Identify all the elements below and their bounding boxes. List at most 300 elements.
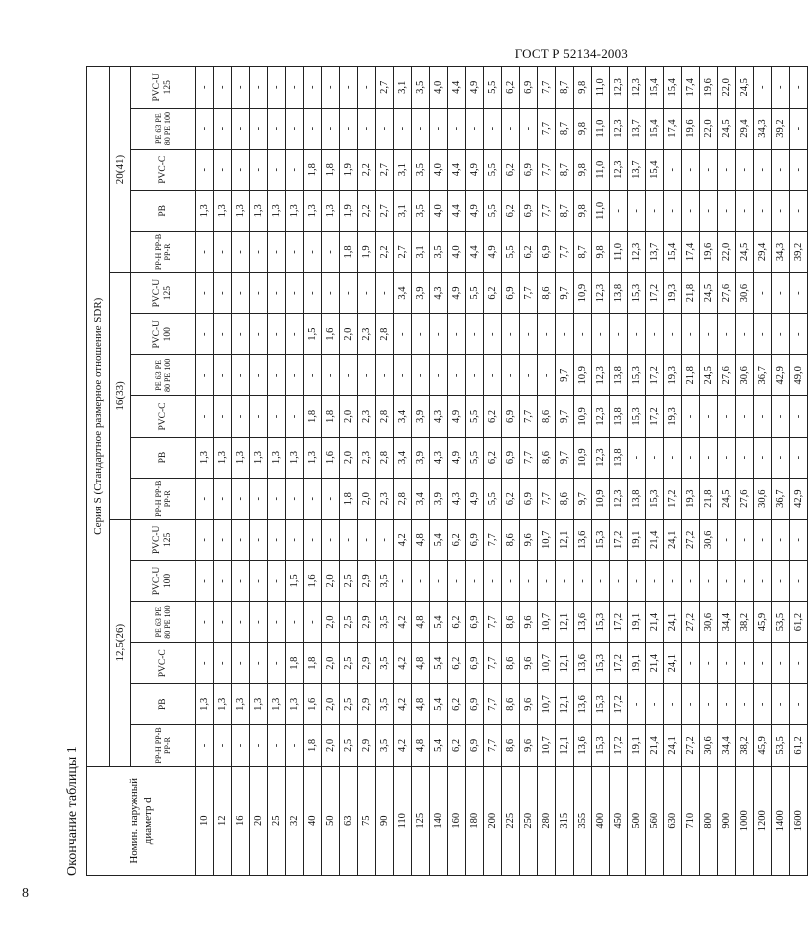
thickness-cell: 3,1 (394, 67, 412, 109)
thickness-cell: 7,7 (556, 231, 574, 272)
wall-thickness-table (86, 66, 808, 876)
thickness-cell: 7,7 (538, 108, 556, 149)
thickness-cell: 7,7 (520, 396, 538, 437)
thickness-cell: - (304, 355, 322, 396)
material-header: PVC-C (131, 643, 196, 684)
thickness-cell: - (412, 108, 430, 149)
material-header: PP-H PP-B PP-R (131, 725, 196, 766)
thickness-cell: - (268, 231, 286, 272)
thickness-cell: 15,3 (592, 725, 610, 766)
thickness-cell: - (250, 67, 268, 109)
thickness-cell: - (268, 67, 286, 109)
thickness-cell: 1,8 (304, 149, 322, 190)
thickness-cell: - (664, 437, 682, 478)
thickness-cell: - (520, 314, 538, 355)
thickness-cell: - (286, 478, 304, 519)
thickness-cell: 61,2 (790, 602, 808, 643)
thickness-cell: 3,5 (376, 643, 394, 684)
thickness-cell: 19,3 (682, 478, 700, 519)
table-row (754, 67, 772, 876)
thickness-cell: - (304, 478, 322, 519)
thickness-cell: 17,4 (664, 108, 682, 149)
thickness-cell: - (520, 560, 538, 601)
diameter-cell: 90 (376, 766, 394, 875)
material-header: PP-H PP-B PP-R (131, 231, 196, 272)
thickness-cell: 1,6 (322, 437, 340, 478)
thickness-cell: - (700, 190, 718, 231)
thickness-cell: 4,2 (394, 725, 412, 766)
thickness-cell: 19,1 (628, 725, 646, 766)
thickness-cell: 4,9 (466, 149, 484, 190)
thickness-cell: - (664, 149, 682, 190)
thickness-cell: 15,4 (646, 149, 664, 190)
thickness-cell: 4,3 (430, 437, 448, 478)
thickness-cell: 13,8 (610, 273, 628, 314)
thickness-cell: - (484, 560, 502, 601)
thickness-cell: 1,3 (304, 437, 322, 478)
thickness-cell: - (736, 190, 754, 231)
thickness-cell: 12,3 (592, 437, 610, 478)
thickness-cell: 22,0 (718, 231, 736, 272)
thickness-cell: - (304, 231, 322, 272)
thickness-cell: 9,8 (574, 149, 592, 190)
thickness-cell: 17,2 (610, 684, 628, 725)
thickness-cell: - (484, 314, 502, 355)
thickness-cell: 8,6 (502, 643, 520, 684)
group-header-3: 20(41) (110, 67, 131, 273)
thickness-cell: 4,8 (412, 643, 430, 684)
thickness-cell: - (268, 478, 286, 519)
thickness-cell: 6,2 (448, 684, 466, 725)
thickness-cell: 2,7 (376, 190, 394, 231)
thickness-cell: - (790, 108, 808, 149)
thickness-cell: - (466, 314, 484, 355)
thickness-cell: - (232, 602, 250, 643)
thickness-cell: 27,6 (718, 355, 736, 396)
thickness-cell: 39,2 (772, 108, 790, 149)
thickness-cell: 39,2 (790, 231, 808, 272)
thickness-cell: - (430, 560, 448, 601)
diameter-cell: 500 (628, 766, 646, 875)
diameter-cell: 140 (430, 766, 448, 875)
thickness-cell: 6,2 (448, 643, 466, 684)
thickness-cell: 8,7 (556, 149, 574, 190)
thickness-cell: - (250, 602, 268, 643)
thickness-cell: - (682, 396, 700, 437)
thickness-cell: - (358, 108, 376, 149)
thickness-cell: 7,7 (538, 67, 556, 109)
thickness-cell: 5,5 (484, 149, 502, 190)
thickness-cell: 27,2 (682, 602, 700, 643)
thickness-cell: 15,4 (664, 67, 682, 109)
thickness-cell: - (556, 560, 574, 601)
thickness-cell: 9,6 (520, 643, 538, 684)
thickness-cell: - (718, 149, 736, 190)
thickness-cell: 34,3 (754, 108, 772, 149)
table-row (610, 67, 628, 876)
thickness-cell: 21,8 (700, 478, 718, 519)
thickness-cell: - (736, 684, 754, 725)
thickness-cell: - (772, 273, 790, 314)
page-number: 8 (22, 886, 29, 901)
thickness-cell: - (286, 314, 304, 355)
thickness-cell: 49,0 (790, 355, 808, 396)
thickness-cell: 13,6 (574, 684, 592, 725)
thickness-cell: - (664, 684, 682, 725)
thickness-cell: - (736, 437, 754, 478)
thickness-cell: 24,5 (736, 67, 754, 109)
thickness-cell: 61,2 (790, 725, 808, 766)
thickness-cell: 24,5 (718, 108, 736, 149)
thickness-cell: 1,3 (304, 190, 322, 231)
thickness-cell: 30,6 (700, 725, 718, 766)
thickness-cell: 8,6 (502, 519, 520, 560)
thickness-cell: 29,4 (754, 231, 772, 272)
material-header: PVC-U 100 (131, 560, 196, 601)
thickness-cell: 17,4 (682, 231, 700, 272)
thickness-cell: - (394, 355, 412, 396)
thickness-cell: 1,3 (214, 190, 232, 231)
thickness-cell: 21,8 (682, 355, 700, 396)
diameter-cell: 25 (268, 766, 286, 875)
thickness-cell: 7,7 (538, 478, 556, 519)
thickness-cell: 4,3 (430, 273, 448, 314)
thickness-cell: 6,9 (520, 149, 538, 190)
thickness-cell: - (646, 190, 664, 231)
thickness-cell: 27,2 (682, 725, 700, 766)
thickness-cell: - (214, 273, 232, 314)
diameter-cell: 1000 (736, 766, 754, 875)
thickness-cell: 1,9 (340, 190, 358, 231)
thickness-cell: 9,7 (556, 437, 574, 478)
thickness-cell: 13,7 (628, 149, 646, 190)
thickness-cell: 2,2 (376, 231, 394, 272)
thickness-cell: 2,5 (340, 643, 358, 684)
thickness-cell: 4,0 (430, 149, 448, 190)
material-header: PB (131, 437, 196, 478)
thickness-cell: 38,2 (736, 602, 754, 643)
thickness-cell: - (736, 314, 754, 355)
thickness-cell: - (520, 108, 538, 149)
series-title: Серия S (Стандартное размерное отношение SDR) (87, 67, 110, 767)
thickness-cell: - (772, 149, 790, 190)
thickness-cell: - (412, 355, 430, 396)
thickness-cell: 27,6 (736, 478, 754, 519)
thickness-cell: - (250, 560, 268, 601)
thickness-cell: 12,3 (592, 396, 610, 437)
thickness-cell: - (196, 478, 214, 519)
thickness-cell: - (214, 478, 232, 519)
thickness-cell: 6,2 (502, 190, 520, 231)
thickness-cell: - (268, 725, 286, 766)
thickness-cell: 21,4 (646, 519, 664, 560)
thickness-cell: 15,3 (628, 273, 646, 314)
thickness-cell: - (376, 519, 394, 560)
table-row (466, 67, 484, 876)
thickness-cell: - (736, 560, 754, 601)
thickness-cell: 15,3 (628, 396, 646, 437)
thickness-cell: - (232, 355, 250, 396)
thickness-cell: - (304, 273, 322, 314)
thickness-cell: - (322, 273, 340, 314)
diameter-cell: 355 (574, 766, 592, 875)
thickness-cell: 6,2 (502, 149, 520, 190)
table-row (430, 67, 448, 876)
thickness-cell: - (484, 108, 502, 149)
thickness-cell: - (718, 643, 736, 684)
thickness-cell: - (214, 396, 232, 437)
thickness-cell: 24,1 (664, 602, 682, 643)
thickness-cell: 19,3 (664, 273, 682, 314)
thickness-cell: 36,7 (772, 478, 790, 519)
thickness-cell: 2,3 (358, 396, 376, 437)
thickness-cell: - (268, 602, 286, 643)
thickness-cell: - (232, 519, 250, 560)
thickness-cell: 12,1 (556, 643, 574, 684)
thickness-cell: 2,0 (340, 437, 358, 478)
thickness-cell: - (736, 519, 754, 560)
thickness-cell: - (322, 478, 340, 519)
thickness-cell: 4,4 (448, 67, 466, 109)
material-header: PVC-C (131, 149, 196, 190)
thickness-cell: - (376, 108, 394, 149)
material-header: PE 63 PE 80 PE 100 (131, 108, 196, 149)
thickness-cell: - (502, 314, 520, 355)
table-row (538, 67, 556, 876)
thickness-cell: 9,8 (574, 108, 592, 149)
thickness-cell: 12,3 (628, 231, 646, 272)
diameter-cell: 630 (664, 766, 682, 875)
thickness-cell: 9,7 (556, 396, 574, 437)
thickness-cell: - (430, 355, 448, 396)
thickness-cell: - (754, 67, 772, 109)
thickness-cell: 3,4 (394, 396, 412, 437)
thickness-cell: 2,5 (340, 602, 358, 643)
thickness-cell: 10,7 (538, 725, 556, 766)
diameter-cell: 32 (286, 766, 304, 875)
thickness-cell: 17,2 (664, 478, 682, 519)
thickness-cell: - (214, 314, 232, 355)
table-row (592, 67, 610, 876)
thickness-cell: 17,2 (646, 396, 664, 437)
diameter-cell: 900 (718, 766, 736, 875)
thickness-cell: - (718, 560, 736, 601)
thickness-cell: 1,3 (232, 437, 250, 478)
thickness-cell: 12,1 (556, 519, 574, 560)
thickness-cell: 6,2 (448, 519, 466, 560)
material-header: PP-H PP-B PP-R (131, 478, 196, 519)
thickness-cell: - (214, 725, 232, 766)
thickness-cell: 21,4 (646, 643, 664, 684)
thickness-cell: 17,2 (610, 643, 628, 684)
thickness-cell: 1,3 (232, 684, 250, 725)
group-header-1: 12,5(26) (110, 519, 131, 766)
thickness-cell: - (286, 725, 304, 766)
thickness-cell: 8,7 (556, 67, 574, 109)
thickness-cell: 6,2 (502, 478, 520, 519)
thickness-cell: 6,9 (538, 231, 556, 272)
thickness-cell: 1,3 (286, 437, 304, 478)
thickness-cell: 17,2 (610, 519, 628, 560)
thickness-cell: 1,3 (232, 190, 250, 231)
thickness-cell: - (304, 67, 322, 109)
thickness-cell: 2,7 (394, 231, 412, 272)
thickness-cell: 1,3 (268, 190, 286, 231)
thickness-cell: - (196, 560, 214, 601)
thickness-cell: 27,6 (718, 273, 736, 314)
thickness-cell: - (466, 108, 484, 149)
diameter-cell: 63 (340, 766, 358, 875)
thickness-cell: - (214, 519, 232, 560)
diameter-cell: 75 (358, 766, 376, 875)
table-row (520, 67, 538, 876)
table-row (682, 67, 700, 876)
thickness-cell: 3,9 (412, 273, 430, 314)
thickness-cell: - (340, 519, 358, 560)
thickness-cell: - (772, 190, 790, 231)
thickness-cell: 12,3 (610, 108, 628, 149)
thickness-cell: 12,3 (610, 478, 628, 519)
thickness-cell: 12,3 (610, 149, 628, 190)
thickness-cell: - (394, 560, 412, 601)
thickness-cell: 3,5 (376, 602, 394, 643)
thickness-cell: 7,7 (484, 725, 502, 766)
thickness-cell: - (790, 273, 808, 314)
thickness-cell: 21,8 (682, 273, 700, 314)
thickness-cell: 10,7 (538, 684, 556, 725)
thickness-cell: 45,9 (754, 602, 772, 643)
thickness-cell: 13,8 (610, 355, 628, 396)
material-header: PVC-U 125 (131, 273, 196, 314)
thickness-cell: 15,3 (592, 602, 610, 643)
thickness-cell: - (682, 437, 700, 478)
thickness-cell: - (502, 355, 520, 396)
thickness-cell: - (646, 560, 664, 601)
diameter-cell: 16 (232, 766, 250, 875)
diameter-column-header: Номин. наружный диаметр d (87, 766, 196, 875)
thickness-cell: - (412, 560, 430, 601)
thickness-cell: - (268, 149, 286, 190)
thickness-cell: - (250, 231, 268, 272)
thickness-cell: 3,1 (412, 231, 430, 272)
thickness-cell: 2,0 (340, 396, 358, 437)
thickness-cell: 3,9 (430, 478, 448, 519)
thickness-cell: - (754, 314, 772, 355)
thickness-cell: 2,7 (376, 67, 394, 109)
thickness-cell: 4,2 (394, 684, 412, 725)
thickness-cell: 8,7 (556, 190, 574, 231)
thickness-cell: - (448, 560, 466, 601)
thickness-cell: 4,4 (448, 190, 466, 231)
thickness-cell: - (628, 190, 646, 231)
thickness-cell: 1,6 (322, 314, 340, 355)
thickness-cell: - (250, 108, 268, 149)
material-header: PE 63 PE 80 PE 100 (131, 602, 196, 643)
thickness-cell: 6,2 (484, 396, 502, 437)
thickness-cell: 7,7 (538, 149, 556, 190)
thickness-cell: 29,4 (736, 108, 754, 149)
thickness-cell: - (682, 314, 700, 355)
thickness-cell: 5,5 (502, 231, 520, 272)
rotated-table-block (62, 66, 804, 876)
diameter-cell: 12 (214, 766, 232, 875)
thickness-cell: 1,3 (250, 437, 268, 478)
thickness-cell: 6,9 (520, 190, 538, 231)
thickness-cell: - (268, 314, 286, 355)
thickness-cell: 6,9 (466, 684, 484, 725)
material-header: PVC-U 125 (131, 519, 196, 560)
thickness-cell: - (592, 314, 610, 355)
thickness-cell: 1,3 (196, 684, 214, 725)
thickness-cell: - (772, 396, 790, 437)
thickness-cell: 6,9 (502, 273, 520, 314)
thickness-cell: 30,6 (754, 478, 772, 519)
thickness-cell: - (322, 108, 340, 149)
thickness-cell: 1,8 (304, 643, 322, 684)
thickness-cell: - (286, 108, 304, 149)
thickness-cell: - (520, 355, 538, 396)
thickness-cell: 9,8 (574, 67, 592, 109)
thickness-cell: 4,3 (448, 478, 466, 519)
thickness-cell: - (196, 149, 214, 190)
table-row (736, 67, 754, 876)
thickness-cell: 1,3 (250, 190, 268, 231)
thickness-cell: 30,6 (736, 355, 754, 396)
thickness-cell: - (754, 149, 772, 190)
thickness-cell: - (232, 314, 250, 355)
thickness-cell: - (322, 519, 340, 560)
thickness-cell: - (718, 437, 736, 478)
thickness-cell: 3,9 (412, 437, 430, 478)
thickness-cell: - (340, 108, 358, 149)
thickness-cell: - (232, 231, 250, 272)
thickness-cell: 2,0 (322, 602, 340, 643)
thickness-cell: 5,4 (430, 725, 448, 766)
thickness-cell: 4,2 (394, 643, 412, 684)
thickness-cell: 3,5 (412, 149, 430, 190)
thickness-cell: 7,7 (484, 684, 502, 725)
thickness-cell: 30,6 (736, 273, 754, 314)
thickness-cell: 8,6 (538, 437, 556, 478)
thickness-cell: 7,7 (520, 273, 538, 314)
thickness-cell: 1,3 (250, 684, 268, 725)
thickness-cell: 1,8 (304, 725, 322, 766)
thickness-cell: 8,6 (502, 725, 520, 766)
table-row (664, 67, 682, 876)
thickness-cell: 2,0 (322, 560, 340, 601)
thickness-cell: - (232, 478, 250, 519)
diameter-cell: 250 (520, 766, 538, 875)
thickness-cell: 1,6 (304, 684, 322, 725)
thickness-cell: - (628, 684, 646, 725)
thickness-cell: 10,9 (574, 355, 592, 396)
thickness-cell: 1,9 (340, 149, 358, 190)
thickness-cell: - (286, 519, 304, 560)
thickness-cell: - (790, 190, 808, 231)
thickness-cell: - (232, 149, 250, 190)
thickness-cell: - (214, 643, 232, 684)
diameter-cell: 280 (538, 766, 556, 875)
thickness-cell: 11,0 (610, 231, 628, 272)
thickness-cell: - (250, 643, 268, 684)
thickness-cell: - (268, 108, 286, 149)
thickness-cell: 45,9 (754, 725, 772, 766)
thickness-cell: 1,3 (196, 437, 214, 478)
thickness-cell: - (700, 684, 718, 725)
thickness-cell: 1,9 (358, 231, 376, 272)
thickness-cell: - (502, 108, 520, 149)
thickness-cell: - (466, 355, 484, 396)
